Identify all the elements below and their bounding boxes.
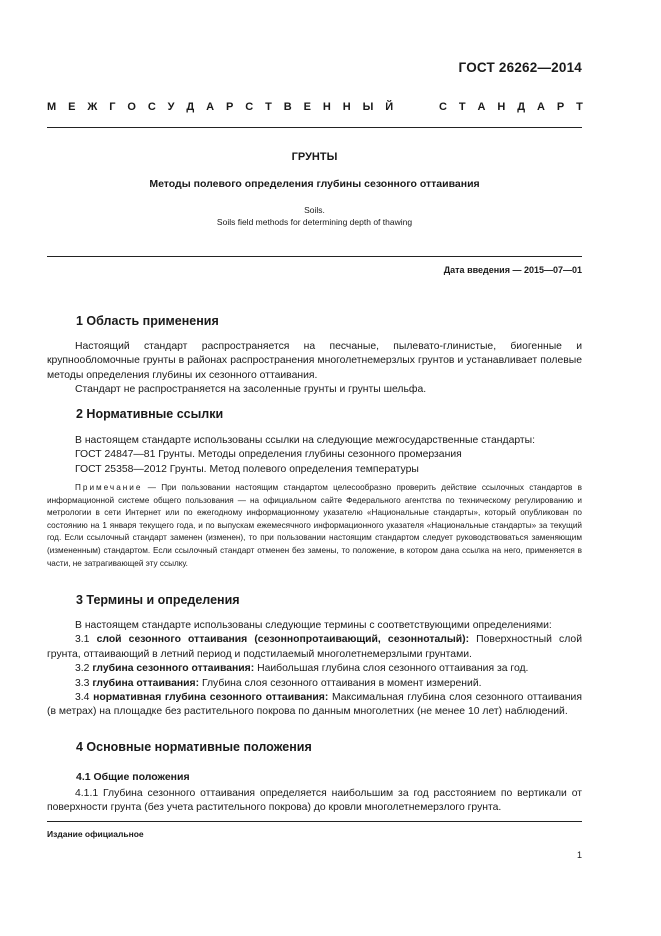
banner-letter: М (47, 101, 57, 113)
standard-subtitle: Методы полевого определения глубины сезонного оттаивания (149, 178, 480, 190)
section-heading-terms: 3 Термины и определения (76, 593, 240, 607)
term-text: Наибольшая глубина слоя сезонного оттаивания за год. (254, 663, 529, 675)
page-number: 1 (576, 850, 582, 860)
document-number: ГОСТ 26262—2014 (458, 60, 582, 75)
banner-letter: О (127, 101, 136, 113)
paragraph: Стандарт не распространяется на засоленные грунты и грунты шельфа. (75, 384, 427, 396)
footer-rule (47, 821, 582, 822)
term-definition (47, 677, 582, 691)
paragraph: В настоящем стандарте использованы ссылки на следующие межгосударственные стандарты: (75, 435, 536, 446)
term-definition (47, 633, 582, 662)
term-number: 3.3 (75, 677, 93, 689)
term-text: Глубина слоя сезонного оттаивания в момент измерений. (199, 677, 482, 689)
header-rule (47, 127, 582, 128)
banner-letter: Д (186, 101, 195, 113)
title-rule (47, 256, 582, 257)
banner-letter: Ж (87, 101, 98, 113)
banner-letter: Д (517, 101, 526, 113)
banner-letter: Т (265, 101, 272, 113)
banner-gap (405, 101, 427, 113)
term-number: 3.2 (75, 663, 93, 675)
banner-letter: Н (497, 101, 506, 113)
standard-title: ГРУНТЫ (291, 151, 338, 163)
banner-letter: Г (109, 101, 116, 113)
note-label: Примечание (75, 483, 143, 492)
banner-letter: А (477, 101, 486, 113)
paragraph: В настоящем стандарте использованы следующие термины с соответствующими определениями: (75, 620, 552, 631)
term-number: 3.4 (75, 692, 94, 704)
banner-letter: В (283, 101, 292, 113)
banner-letter: Т (458, 101, 466, 113)
note-block (47, 482, 582, 570)
note-text: — При пользовании настоящим стандартом целесообразно проверить действие ссылочных стандартов в информационной системе общего пользования — на официальном сайте Федерального агентства по техническому регулированию и метрологии в сети Интернет или по ежегодному информационному указателю «Национальные стандарты», который опубликован по состоянию на 1 января текущего года, и по выпускам ежемесячного информационного указателя «Национальные стандарты» за текущий год. Если ссылочный стандарт заменен (изменен), то при пользовании настоящим стандартом следует руководствоваться заменяющим (измененным) стандартом. Если ссылочный стандарт отменен без замены, то положение, в котором дана ссылка на него, применяется в части, не затрагивающей эту ссылку. (47, 483, 582, 568)
term-number: 3.1 (75, 634, 97, 646)
term-name: нормативная глубина сезонного оттаивания: (93, 692, 329, 704)
section-body-provisions (47, 787, 582, 816)
term-name: глубина сезонного оттаивания: (92, 663, 255, 675)
subsection-heading-general: 4.1 Общие положения (76, 771, 190, 783)
banner-letter: У (167, 101, 175, 113)
term-text: Максимальная глубина слоя сезонного оттаивания (в метрах) на площадке без растительного покрова по данным многолетних (не менее 10 лет) наблюдений. (47, 692, 582, 718)
standard-title-en: Soils. (304, 205, 325, 215)
term-definition (47, 662, 582, 676)
banner-letter: С (439, 101, 447, 113)
term-definition (47, 691, 582, 720)
banner-letter: А (536, 101, 545, 113)
standard-subtitle-en: Soils field methods for determining depth of thawing (216, 217, 413, 227)
banner-letter: Е (68, 101, 76, 113)
banner-letter: Н (322, 101, 331, 113)
banner-letter: А (206, 101, 215, 113)
section-heading-scope: 1 Область применения (76, 314, 219, 328)
term-name: глубина оттаивания: (92, 677, 200, 689)
banner-letter: С (147, 101, 156, 113)
banner-letter: Е (303, 101, 311, 113)
section-body-terms (47, 619, 582, 720)
reference-item: ГОСТ 25358—2012 Грунты. Метод полевого определения температуры (75, 463, 419, 475)
banner-letter: Т (576, 101, 583, 113)
term-text: Поверхностный слой грунта, оттаивающий в летний период и подстилаемый многолетнемерзлыми грунтами. (47, 634, 583, 660)
banner-letter: Р (226, 101, 234, 113)
banner-letter: Р (556, 101, 565, 113)
paragraph: Настоящий стандарт распространяется на песчаные, пылевато-глинистые, биогенные и крупнообломочные грунты в районах распространения многолетнемерзлых грунтов и устанавливает полевые методы определения глубины их сезонного оттаивания. (47, 341, 582, 381)
banner-letter: Й (385, 101, 394, 113)
paragraph: 4.1.1 Глубина сезонного оттаивания определяется наибольшим за год расстоянием по вертикали от поверхности грунта (без учета растительного покрова) до кровли многолетнемерзлого грунта. (47, 788, 582, 814)
section-body-references (47, 434, 582, 477)
official-edition-label: Издание официальное (47, 829, 144, 839)
banner-letter: С (245, 101, 254, 113)
section-heading-provisions: 4 Основные нормативные положения (76, 740, 312, 754)
banner-letter: Н (342, 101, 351, 113)
reference-item: ГОСТ 24847—81 Грунты. Методы определения глубины сезонного промерзания (75, 449, 462, 461)
interstate-standard-banner (47, 101, 583, 113)
banner-letter: Ы (362, 101, 374, 113)
term-name: слой сезонного оттаивания (сезоннопротаивающий, сезонноталый): (96, 634, 470, 646)
section-body-scope (47, 340, 582, 398)
section-heading-references: 2 Нормативные ссылки (76, 407, 224, 421)
introduction-date: Дата введения — 2015—07—01 (443, 265, 582, 275)
